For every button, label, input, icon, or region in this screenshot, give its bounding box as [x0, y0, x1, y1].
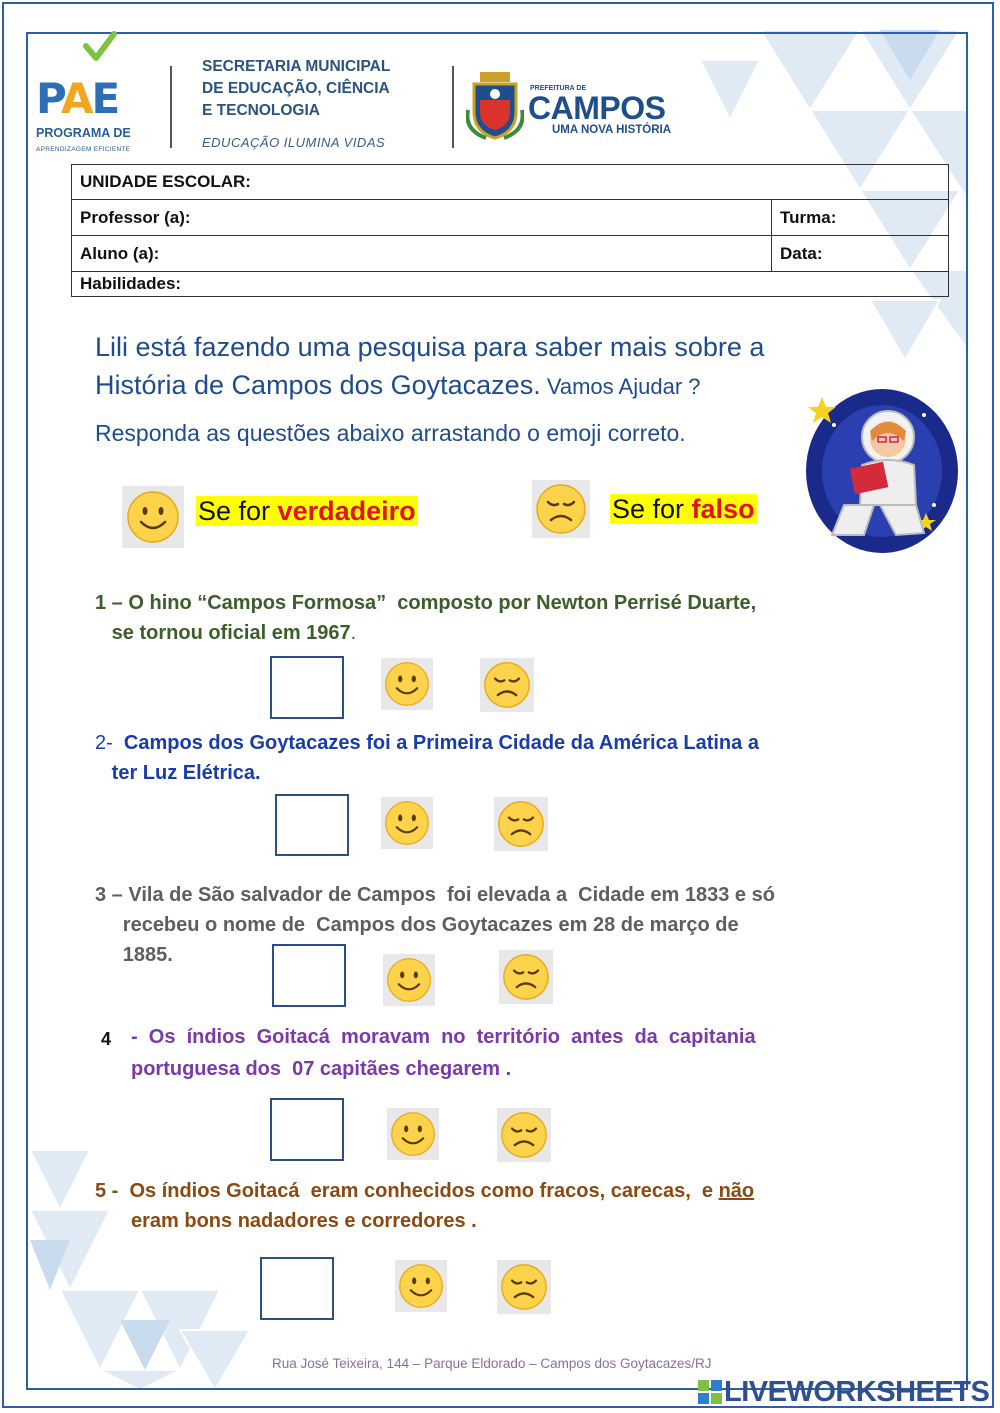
legend-false-prefix: Se for [612, 494, 692, 524]
professor-field[interactable]: Professor (a): [72, 200, 772, 236]
habilidades-field[interactable]: Habilidades: [72, 272, 949, 297]
drag-sad-emoji-3[interactable] [499, 950, 553, 1004]
coat-of-arms-icon [466, 70, 524, 142]
data-field[interactable]: Data: [772, 236, 949, 272]
legend-happy-emoji [122, 486, 184, 548]
intro-line-2 [95, 370, 701, 401]
happy-face-icon [390, 1111, 436, 1157]
sad-face-icon [500, 1111, 548, 1159]
question-3-line-2: recebeu o nome de Campos dos Goytacazes em 28 de março de [95, 914, 739, 936]
prefeitura-label: PREFEITURA DE [530, 85, 587, 92]
pae-letter-e: E [91, 74, 119, 123]
happy-face-icon [386, 957, 432, 1003]
legend-true-prefix: Se for [198, 496, 278, 526]
drag-happy-emoji-3[interactable] [383, 954, 435, 1006]
question-5-underlined-word: não [718, 1180, 755, 1202]
drag-happy-emoji-2[interactable] [381, 797, 433, 849]
question-3-line-3: 1885. [95, 944, 173, 966]
table-row [72, 272, 949, 297]
legend-false-word: falso [691, 494, 755, 524]
question-5-line-2: eram bons nadadores e corredores . [131, 1210, 477, 1232]
question-2-line-1-text: Campos dos Goytacazes foi a Primeira Cidade da América Latina a [112, 732, 759, 754]
legend-false [610, 494, 757, 525]
question-4-number: 4 [101, 1029, 112, 1049]
sad-face-icon [502, 953, 550, 1001]
drag-sad-emoji-1[interactable] [480, 658, 534, 712]
happy-face-icon [398, 1263, 444, 1309]
question-4-line-1: - Os índios Goitacá moravam no território antes da capitania [131, 1026, 756, 1048]
unidade-escolar-field[interactable]: UNIDADE ESCOLAR: [72, 165, 949, 200]
secretaria-title: SECRETARIA MUNICIPAL DE EDUCAÇÃO, CIÊNCIA E TECNOLOGIA [202, 58, 391, 119]
turma-field[interactable]: Turma: [772, 200, 949, 236]
pae-logo [36, 30, 146, 158]
legend-true [196, 496, 418, 527]
liveworksheets-logo-icon [698, 1380, 722, 1404]
student-info-table [71, 164, 949, 297]
intro-line-1: Lili está fazendo uma pesquisa para saber mais sobre a [95, 332, 765, 362]
drag-sad-emoji-5[interactable] [497, 1260, 551, 1314]
footer-address: Rua José Teixeira, 144 – Parque Eldorado – Campos dos Goytacazes/RJ [272, 1356, 712, 1371]
question-3-line-1: 3 – Vila de São salvador de Campos foi elevada a Cidade em 1833 e só [95, 884, 775, 906]
question-2-line-1 [95, 728, 759, 758]
pae-program-sublabel: APRENDIZAGEM EFICIENTE [36, 146, 131, 153]
header-divider-2 [452, 66, 454, 148]
astronaut-reading-illustration [804, 385, 960, 555]
checkmark-icon [82, 30, 118, 64]
drag-sad-emoji-2[interactable] [494, 797, 548, 851]
table-row [72, 236, 949, 272]
happy-face-icon [126, 490, 180, 544]
question-4-line-2: portuguesa dos 07 capitães chegarem . [131, 1058, 512, 1080]
question-2-number: 2- [95, 732, 113, 754]
pae-letters [36, 74, 118, 123]
answer-drop-box-5[interactable] [260, 1257, 334, 1320]
answer-drop-box-1[interactable] [270, 656, 344, 719]
answer-drop-box-3[interactable] [272, 944, 346, 1007]
answer-drop-box-2[interactable] [275, 794, 349, 856]
question-2-line-2: ter Luz Elétrica. [95, 762, 261, 784]
campos-slogan: UMA NOVA HISTÓRIA [552, 124, 672, 136]
sad-face-icon [535, 483, 587, 535]
question-1-line-1: 1 – O hino “Campos Formosa” composto por Newton Perrisé Duarte, [95, 592, 757, 614]
question-1-line-2-tail: . [350, 622, 357, 644]
pae-letter-p: P [36, 74, 61, 123]
drag-happy-emoji-4[interactable] [387, 1108, 439, 1160]
question-1 [95, 588, 756, 648]
drag-sad-emoji-4[interactable] [497, 1108, 551, 1162]
header-divider-1 [170, 66, 172, 148]
intro-line-2-small: Vamos Ajudar ? [540, 374, 701, 399]
happy-face-icon [384, 661, 430, 707]
question-5-line-1 [95, 1176, 754, 1206]
sad-face-icon [497, 800, 545, 848]
table-row [72, 165, 949, 200]
sad-face-icon [483, 661, 531, 709]
secretaria-slogan: EDUCAÇÃO ILUMINA VIDAS [202, 135, 386, 150]
table-row [72, 200, 949, 236]
answer-drop-box-4[interactable] [270, 1098, 344, 1161]
aluno-field[interactable]: Aluno (a): [72, 236, 772, 272]
drag-happy-emoji-1[interactable] [381, 658, 433, 710]
drag-happy-emoji-5[interactable] [395, 1260, 447, 1312]
question-1-line-2-text: se tornou oficial em 1967 [95, 622, 351, 644]
liveworksheets-watermark: LIVEWORKSHEETS [724, 1376, 990, 1408]
question-5-line-1-text: 5 - Os índios Goitacá eram conhecidos como fracos, carecas, e [95, 1180, 719, 1202]
happy-face-icon [384, 800, 430, 846]
legend-sad-emoji [532, 480, 590, 538]
question-2 [95, 728, 759, 788]
legend-true-label [196, 496, 418, 526]
question-1-line-2 [95, 618, 756, 648]
legend-true-word: verdadeiro [277, 496, 416, 526]
instructions-text: Responda as questões abaixo arrastando o emoji correto. [95, 420, 686, 446]
legend-false-label [610, 494, 757, 524]
pae-program-label: PROGRAMA DE [36, 126, 131, 140]
campos-logo-text: CAMPOS [528, 90, 666, 126]
sad-face-icon [500, 1263, 548, 1311]
pae-letter-a: A [60, 74, 92, 123]
intro-line-2-main: História de Campos dos Goytacazes. [95, 370, 541, 400]
